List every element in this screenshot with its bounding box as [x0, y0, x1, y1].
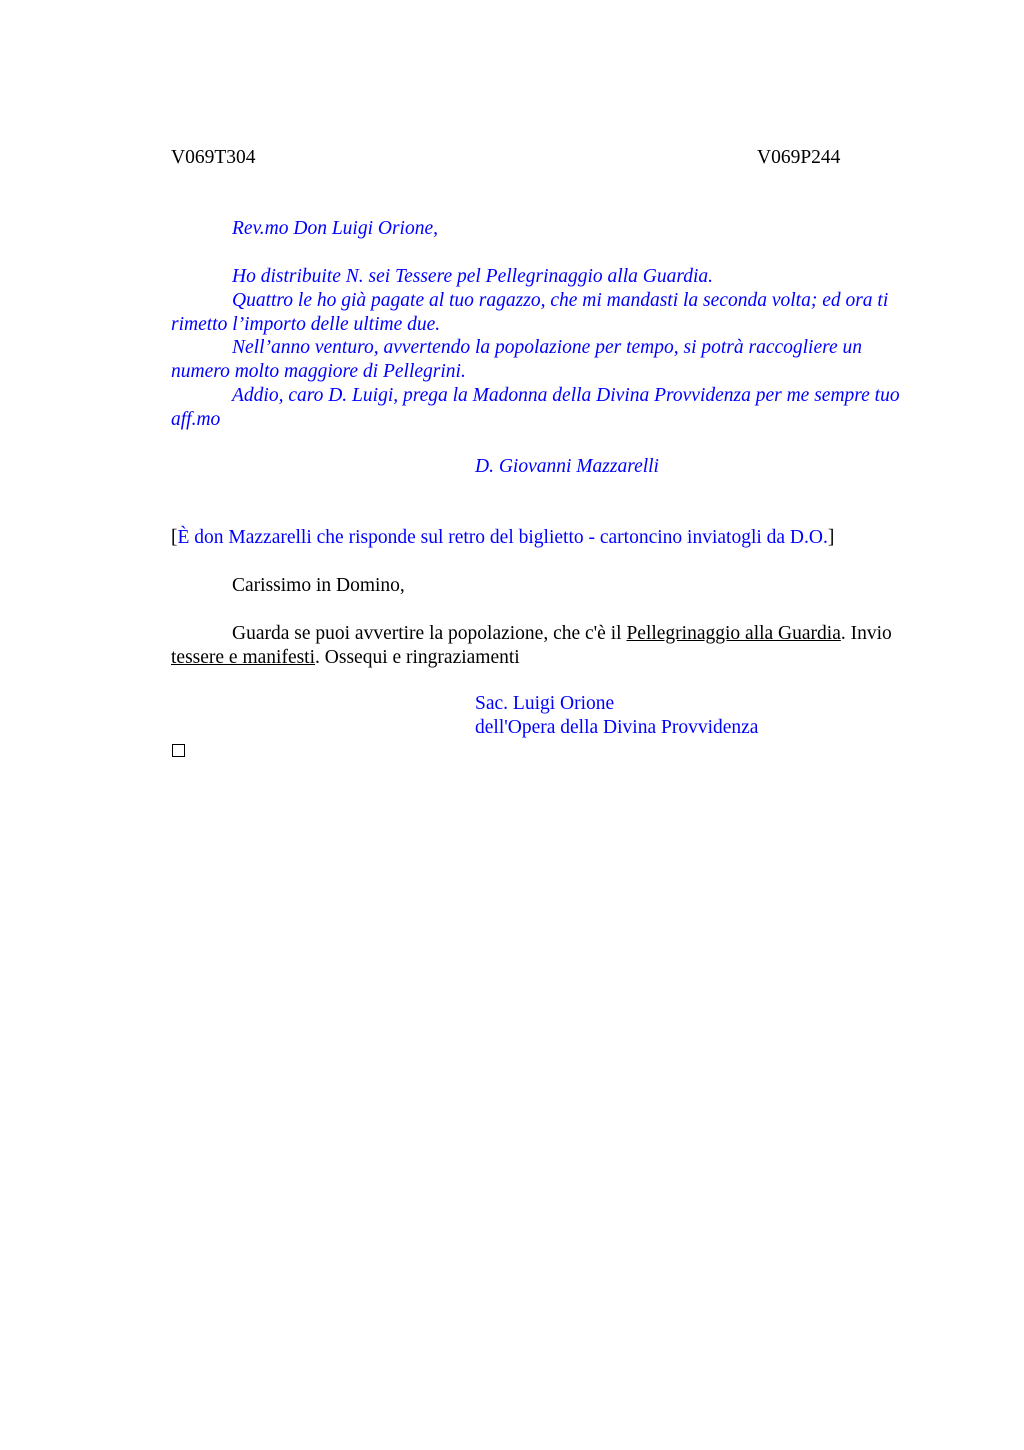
reply-text-2: . Invio — [840, 623, 892, 644]
letter-body — [171, 265, 913, 432]
reply-underlined-pilgrimage: Pellegrinaggio alla Guardia — [626, 623, 841, 644]
editor-note-text: È don Mazzarelli che risponde sul retro del biglietto - cartoncino inviatogli da D.O. — [177, 527, 828, 548]
reply-underlined-cards: tessere e manifesti — [171, 646, 316, 668]
document-code-left: V069T304 — [171, 147, 256, 168]
checkbox-square-icon — [172, 744, 185, 757]
reply-signature-line-2: dell'Opera della Divina Provvidenza — [475, 717, 759, 738]
editor-note-close-bracket: ] — [827, 527, 835, 548]
letter-paragraph-2: Quattro le ho già pagate al tuo ragazzo, che mi mandasti la seconda volta; ed ora ti rimetto l’importo delle ultime due. — [171, 289, 889, 335]
letter-salutation — [171, 217, 913, 241]
reply-paragraph — [171, 622, 913, 670]
document-code-right: V069P244 — [757, 147, 841, 168]
letter-paragraph-4: Addio, caro D. Luigi, prega la Madonna della Divina Provvidenza per me sempre tuo aff.mo — [171, 384, 900, 430]
reply-salutation-text: Carissimo in Domino, — [232, 575, 405, 596]
reply-signature-line-1: Sac. Luigi Orione — [475, 693, 615, 714]
reply-text-1: Guarda se puoi avvertire la popolazione, che c'è il — [232, 623, 627, 644]
letter-signature: D. Giovanni Mazzarelli — [475, 456, 659, 477]
letter-salutation-text: Rev.mo Don Luigi Orione, — [232, 218, 438, 239]
editor-note — [171, 526, 913, 550]
editor-note-open-bracket: [ — [171, 527, 178, 548]
letter-paragraph-3: Nell’anno venturo, avvertendo la popolazione per tempo, si potrà raccogliere un numero molto maggiore di Pellegrini. — [171, 337, 863, 383]
reply-body — [171, 622, 913, 670]
reply-text-3: . Ossequi e ringraziamenti — [315, 646, 520, 668]
reply-salutation — [171, 574, 913, 598]
letter-paragraph-1: Ho distribuite N. sei Tessere pel Pellegrinaggio alla Guardia. — [232, 266, 713, 287]
